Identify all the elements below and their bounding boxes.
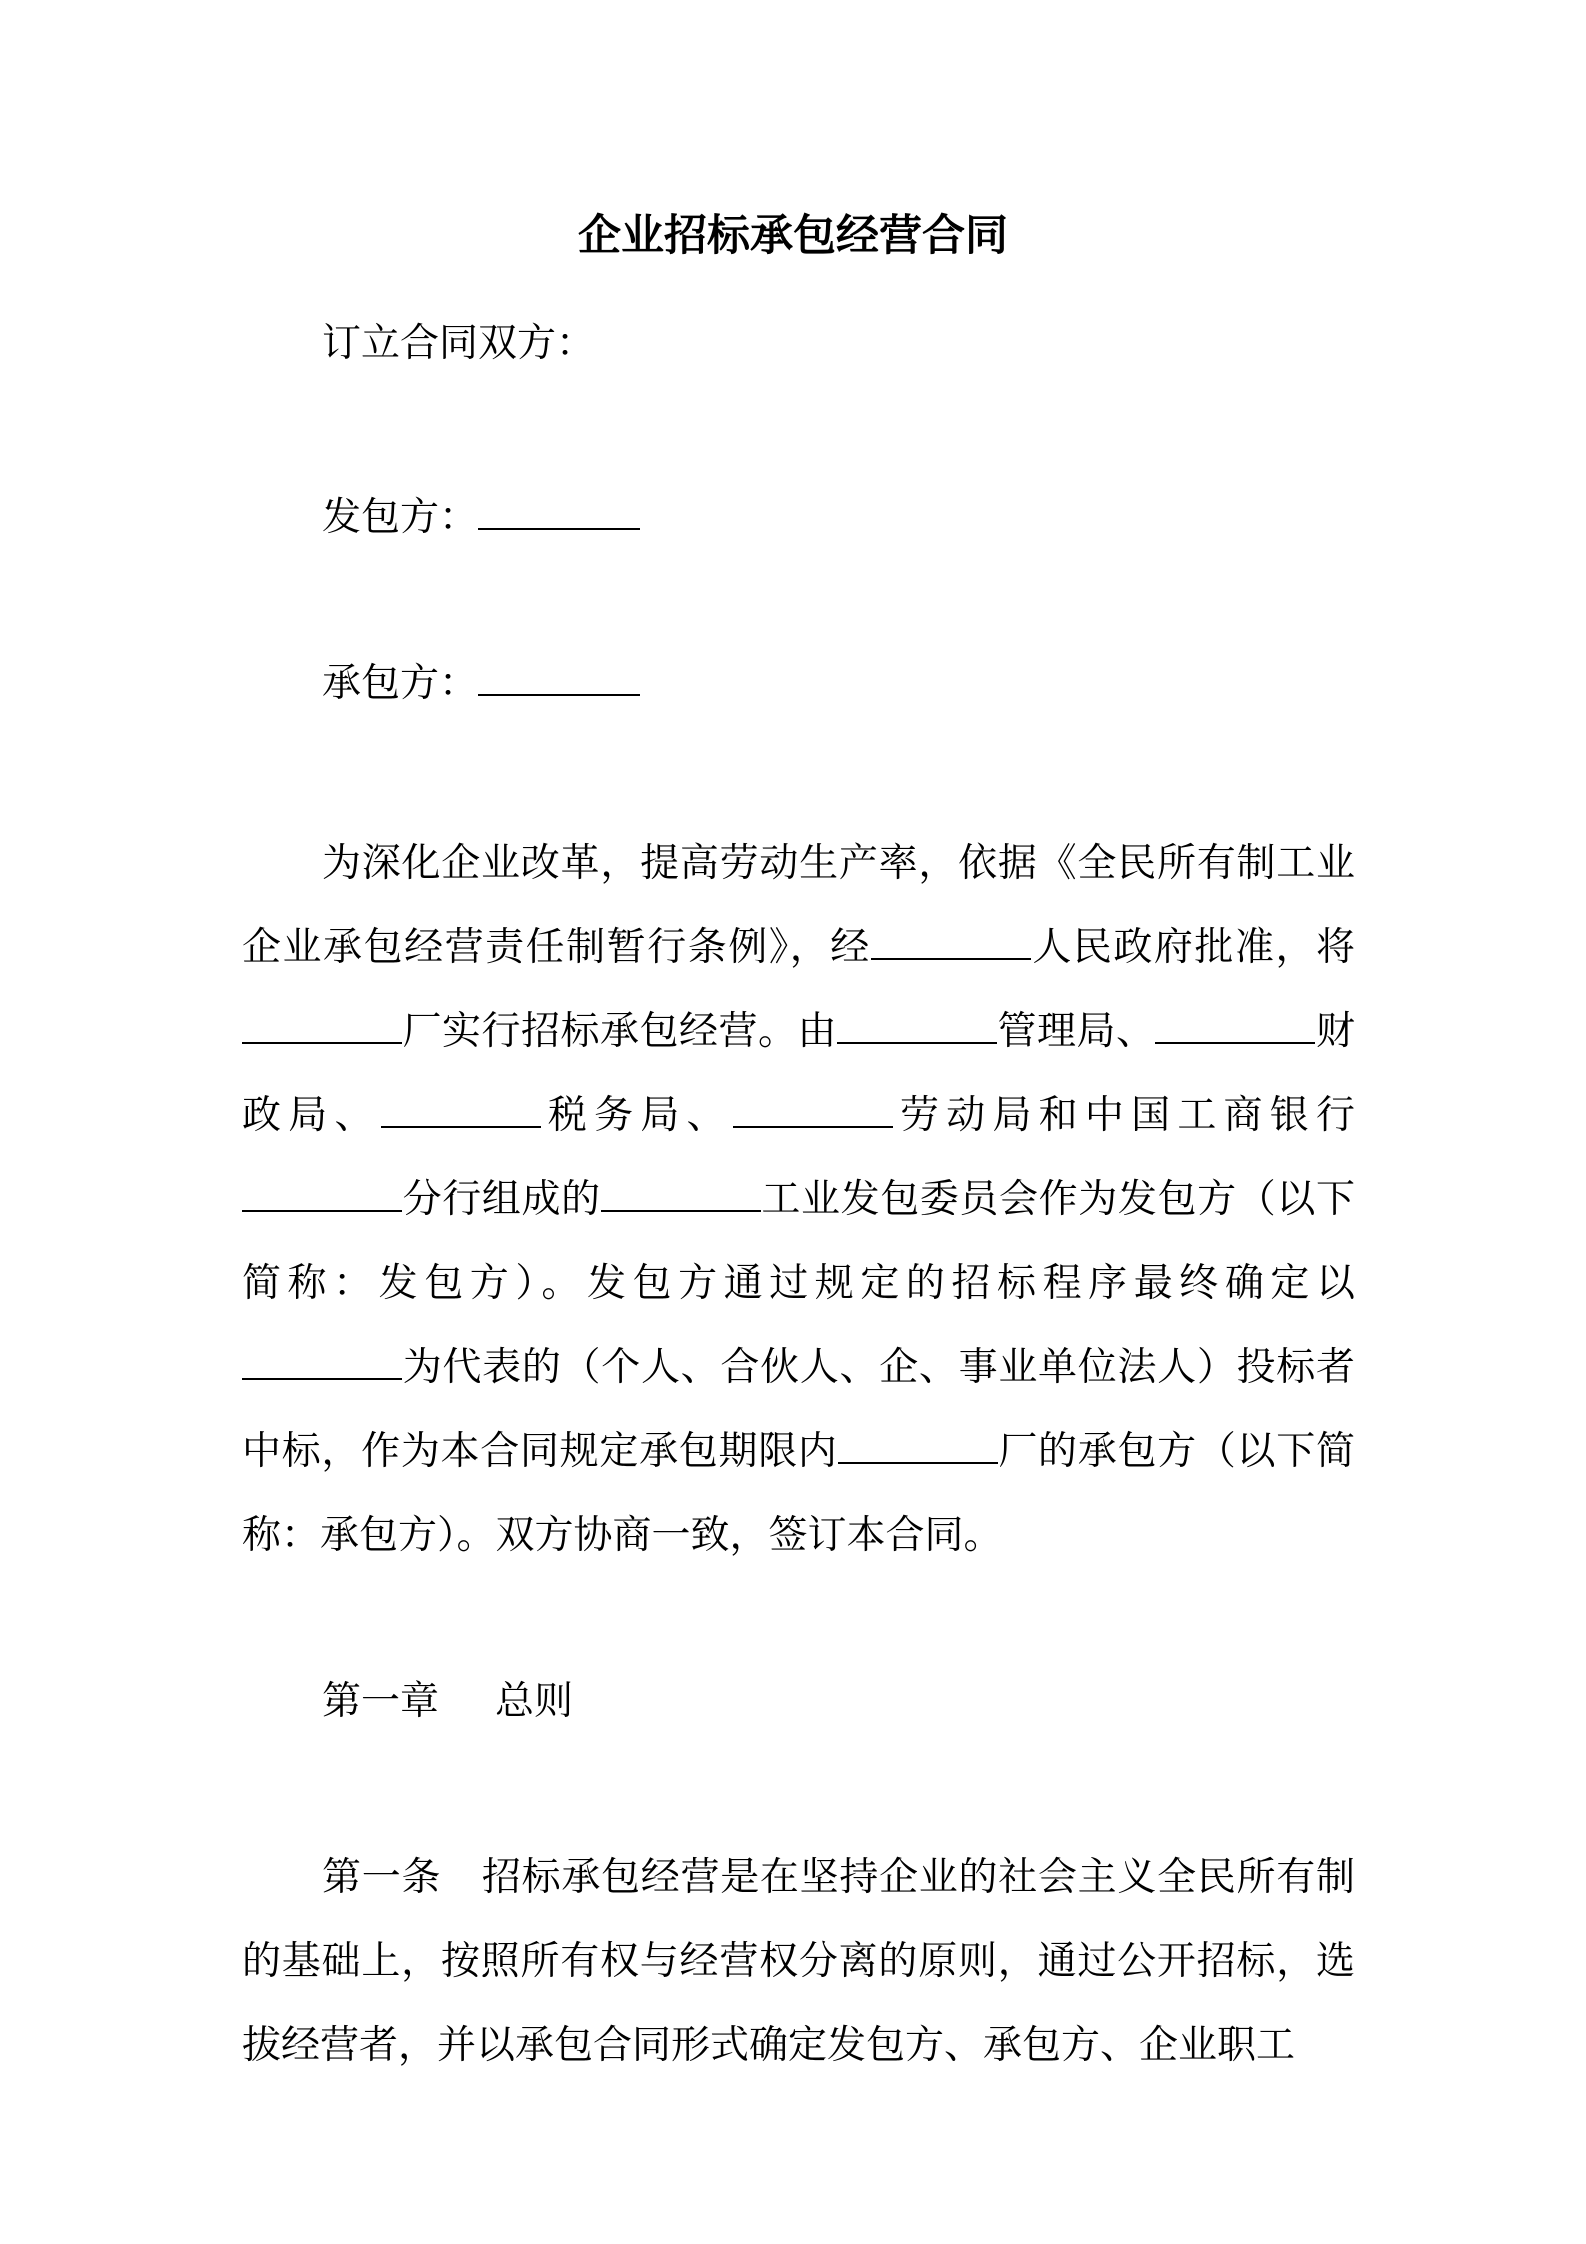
preamble-text-9: 工业发包委员会作为发包方（以下简称：发包方）。发包方通过规定的招标程序最终确定以	[242, 1177, 1355, 1306]
blank-factory	[242, 998, 402, 1044]
chapter-1-heading	[322, 1674, 573, 1730]
preamble-text-4: 管理局、	[996, 1009, 1156, 1054]
preamble-text-6: 税务局、	[540, 1093, 733, 1138]
party-a-label: 发包方：	[322, 495, 479, 540]
preamble-text-5: 财政局、	[242, 1009, 1355, 1138]
party-b-label: 承包方：	[322, 661, 479, 706]
article-1-label: 第一条	[322, 1855, 442, 1900]
blank-committee	[601, 1166, 761, 1212]
blank-admin-bureau	[837, 998, 997, 1044]
preamble-text-2: 人民政府批准，将	[1030, 925, 1355, 970]
preamble-text-10: 为代表的（个人、合伙人、企、事业单位法人）投标者中标，作为本合同规定承包期限内	[242, 1345, 1355, 1474]
blank-bank-branch	[242, 1166, 402, 1212]
party-a-blank	[478, 484, 640, 530]
blank-contract-factory	[838, 1418, 998, 1464]
document-title: 企业招标承包经营合同	[578, 211, 1008, 261]
chapter-1-label: 第一章	[322, 1679, 440, 1724]
preamble-paragraph	[242, 822, 1355, 1578]
article-1-text: 招标承包经营是在坚持企业的社会主义全民所有制的基础上，按照所有权与经营权分离的原则，通过公开招标，选拔经营者，并以承包合同形式确定发包方、承包方、企业职工	[242, 1855, 1355, 2068]
preamble-text-8: 分行组成的	[402, 1177, 601, 1222]
blank-tax-bureau	[381, 1082, 541, 1128]
blank-government	[871, 914, 1031, 960]
preamble-text-11: 厂的承包方（以下简称：承包方）。双方协商一致，签订本合同。	[242, 1429, 1355, 1558]
preamble-text-1: 为深化企业改革，提高劳动生产率，依据《全民所有制工业企业承包经营责任制暂行条例》，经	[242, 841, 1355, 970]
party-b-line	[322, 650, 640, 712]
party-b-blank	[478, 650, 640, 696]
party-a-line	[322, 484, 640, 546]
preamble-text-7: 劳动局和中国工商银行	[892, 1093, 1355, 1138]
article-1-paragraph	[242, 1836, 1355, 2088]
blank-representative	[242, 1334, 402, 1380]
parties-intro: 订立合同双方：	[322, 321, 596, 366]
chapter-1-title: 总则	[495, 1679, 574, 1724]
blank-labor-bureau	[733, 1082, 893, 1128]
blank-finance-bureau	[1155, 998, 1315, 1044]
preamble-text-3: 厂实行招标承包经营。由	[402, 1009, 837, 1054]
